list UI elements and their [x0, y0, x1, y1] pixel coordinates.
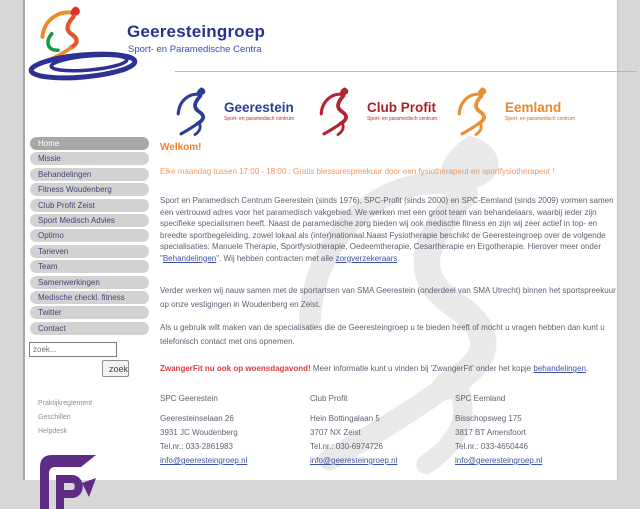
zwangerfit-behandelingen-link[interactable]: behandelingen	[533, 364, 586, 373]
zwangerfit-text: Meer informatie kunt u vinden bij 'ZwangerFit' onder het kopje	[310, 364, 534, 373]
intro-text-3: .	[397, 253, 400, 263]
brand-club-profit-subtitle: Sport- en paramedisch centrum	[367, 115, 438, 122]
sidebar-item-home[interactable]: Home	[30, 137, 149, 150]
eemland-dancer-icon	[455, 86, 501, 136]
geerestein-dancer-icon	[174, 86, 220, 136]
footer-email-link[interactable]: info@geeresteingroep.nl	[455, 456, 543, 465]
footer-column-eemland	[455, 394, 600, 468]
sidebar-item-fitness-woudenberg[interactable]: Fitness Woudenberg	[30, 183, 149, 196]
search-input[interactable]	[29, 342, 117, 357]
behandelingen-link[interactable]: Behandelingen	[162, 253, 217, 263]
sidebar-footer-links	[38, 397, 92, 439]
footer-email-link[interactable]: info@geeresteingroep.nl	[310, 456, 398, 465]
brand-geerestein-name: Geerestein	[224, 99, 294, 115]
sidebar-item-contact[interactable]: Contact	[30, 322, 149, 335]
geschillen-link[interactable]: Geschillen	[38, 414, 71, 421]
sidebar-nav	[30, 137, 149, 337]
brand-eemland	[455, 84, 575, 138]
footer-location-name: SPC Geerestein	[160, 394, 218, 403]
footer-address-line: Hein Bottingalaan 5	[310, 414, 380, 423]
site-title: Geeresteingroep	[127, 22, 266, 41]
footer-location-name: SPC Eemland	[455, 394, 506, 403]
zwangerfit-highlight: ZwangerFit nu ook op woensdagavond!	[160, 364, 311, 373]
zwangerfit-paragraph	[160, 363, 618, 375]
purple-partner-logo-icon	[32, 447, 102, 509]
footer-address-line: 3707 NX Zeist	[310, 428, 361, 437]
samenwerking-paragraph: Verder werken wij nauw samen met de sportartsen van SMA Geerestein (onderdeel van SMA Utrecht) binnen het sportspreekuur op onze vestigingen in Woudenberg en Zeist.	[160, 286, 616, 309]
zorgverzekeraars-link[interactable]: zorgverzekeraars	[335, 253, 398, 263]
footer-address-line: 3931 JC Woudenberg	[160, 428, 238, 437]
sidebar-item-samenwerkingen[interactable]: Samenwerkingen	[30, 276, 149, 289]
footer-address-line: Bisschopsweg 175	[455, 414, 522, 423]
sidebar-item-club-profit-zeist[interactable]: Club Profit Zeist	[30, 199, 149, 212]
page-title: Welkom!	[160, 142, 202, 153]
club-profit-dancer-icon	[317, 86, 363, 136]
footer-email-link[interactable]: info@geeresteingroep.nl	[160, 456, 248, 465]
site-subtitle: Sport- en Paramedische Centra	[128, 44, 262, 55]
brand-geerestein-subtitle: Sport- en paramedisch centrum	[224, 115, 295, 122]
intro-text-1: Sport en Paramedisch Centrum Geerestein (sinds 1976), SPC-Profit (sinds 2000) en SPC-Eemland (sinds 2009) vormen samen een vertrouwd adres voor het paramedisch vakgebied. We werken met een groot team van behandelaars, waarbij ieder zijn specifieke specialismen heeft. Naast de paramedische zorg bieden wij ook medische fitness en zijn wij zeer actief in top- en breedte sportbegeleiding, zowel lokaal als (inter)nationaal.Naast Fysiotherapie beschikt de Geeresteingroep over de volgende specialisaties: Manuele Therapie, Sportfysiotherapie, Oedeemtherapie, Cesartherapie en Ergotherapie. Hierover meer onder "	[160, 196, 614, 263]
footer-phone: Tel.nr.: 033-4650446	[455, 442, 528, 451]
sidebar-item-twitter[interactable]: Twitter	[30, 306, 149, 319]
sidebar-item-team[interactable]: Team	[30, 260, 149, 273]
footer-phone: Tel.nr.: 030-6974726	[310, 442, 383, 451]
brand-club-profit-name: Club Profit	[367, 99, 436, 115]
sidebar-item-tarieven[interactable]: Tarieven	[30, 245, 149, 258]
intro-text-2: ". Wij hebben contracten met alle	[216, 253, 336, 263]
brand-club-profit	[317, 84, 437, 138]
sidebar-item-missie[interactable]: Missie	[30, 152, 149, 165]
footer-column-geerestein	[160, 394, 305, 468]
sidebar-item-optimo[interactable]: Optimo	[30, 229, 149, 242]
search-button[interactable]: zoek	[102, 360, 129, 377]
brand-geerestein	[174, 84, 294, 138]
intro-paragraph	[160, 195, 618, 264]
sidebar-item-medische-checkl-fitness[interactable]: Medische checkl. fitness	[30, 291, 149, 304]
sidebar-item-behandelingen[interactable]: Behandelingen	[30, 168, 149, 181]
footer-address-line: 3817 BT Amersfoort	[455, 428, 526, 437]
brand-eemland-subtitle: Sport- en paramedisch centrum	[505, 115, 576, 122]
brand-eemland-name: Eemland	[505, 99, 562, 115]
footer-column-club-profit	[310, 394, 455, 468]
helpdesk-link[interactable]: Helpdesk	[38, 428, 68, 435]
zwangerfit-text-end: .	[585, 364, 589, 373]
footer-address-line: Geeresteinselaan 26	[160, 414, 234, 423]
contact-paragraph: Als u gebruik wilt maken van de specialisaties die de Geeresteingroep u te bieden heeft of mocht u vragen hebben dan kunt u telefonisch contact met ons opnemen.	[160, 323, 605, 346]
notice-line: Elke maandag tussen 17:00 - 18:00 : Gratis blessurespreekuur door een fysiotherapeut en sportfysiotherapeut !	[160, 167, 555, 176]
footer-phone: Tel.nr.: 033-2861983	[160, 442, 233, 451]
geeresteingroep-logo-swirl-icon	[25, 50, 145, 82]
header-divider	[175, 71, 637, 72]
sidebar-item-sport-medisch-advies[interactable]: Sport Medisch Advies	[30, 214, 149, 227]
footer-location-name: Club Profit	[310, 394, 348, 403]
praktijkreglement-link[interactable]: Praktijkreglement	[38, 400, 93, 407]
